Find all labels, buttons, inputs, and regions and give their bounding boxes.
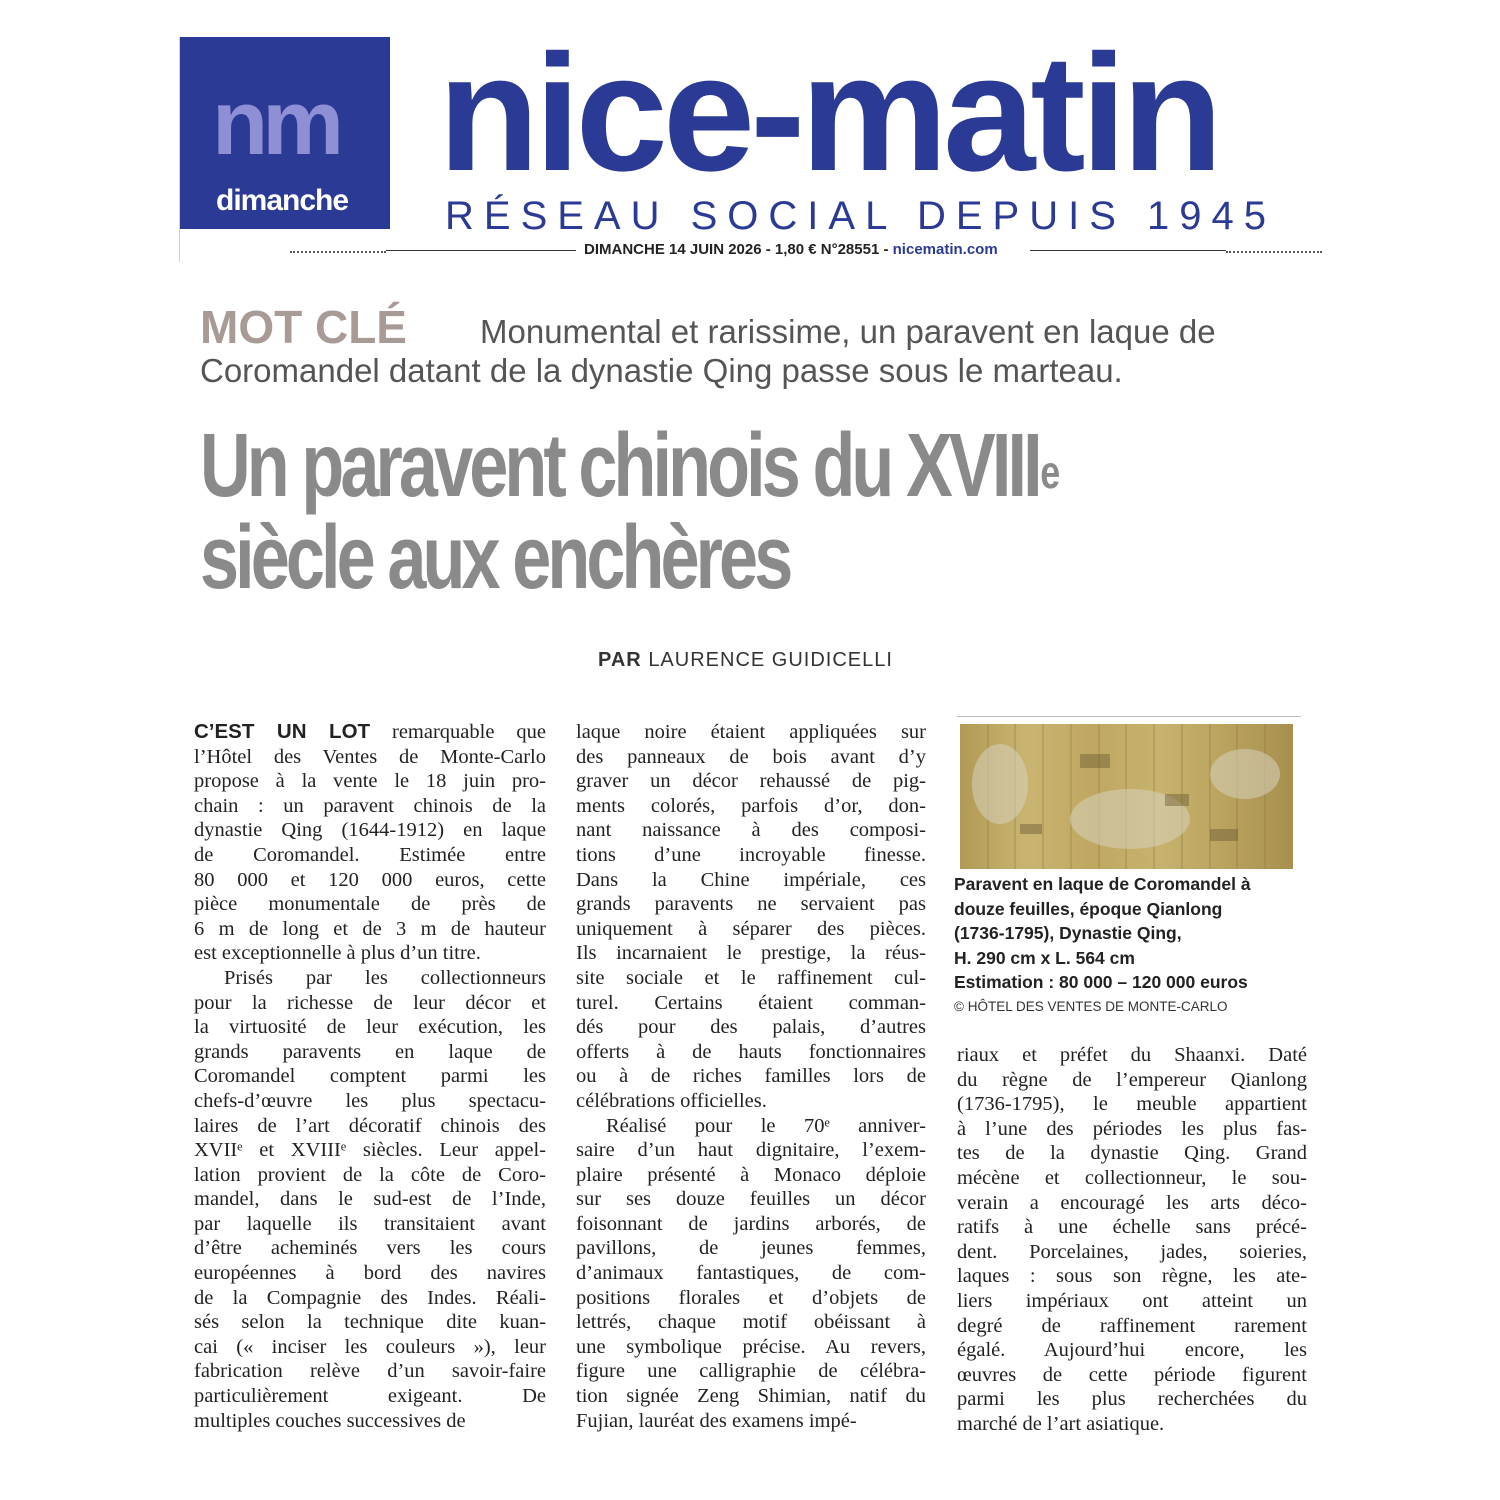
newspaper-title: nice-matin [438, 21, 1219, 206]
article-line: mandel, dans le sud-est de l’Inde, [194, 1188, 546, 1211]
article-line: saire d’un haut dignitaire, l’exem- [576, 1139, 926, 1162]
website-link[interactable]: nicematin.com [892, 241, 998, 258]
article-line: fabrication relève d’un savoir-faire [194, 1360, 546, 1383]
article-line: ments colorés, parfois d’or, don- [576, 794, 926, 817]
article-line: Réalisé pour le 70ᵉ anniver- [606, 1114, 926, 1137]
standfirst: Monumental et rarissime, un paravent en laque de Coromandel datant de la dynastie Qing passe sous le marteau. [200, 313, 1216, 389]
article-line: site sociale et le raffinement cul- [576, 966, 926, 989]
article-line: mécène et collectionneur, le sou- [957, 1166, 1307, 1189]
article-line: lation provient de la côte de Coro- [194, 1163, 546, 1186]
headline-text-1: Un paravent chinois du XVIII [200, 416, 1039, 516]
article-line: ratifs à une échelle sans précé- [957, 1216, 1307, 1239]
headline [200, 416, 1058, 608]
article-line: laque noire étaient appliquées sur [576, 721, 926, 743]
article-line: Fujian, lauréat des examens impé- [576, 1409, 857, 1432]
photo-rule [957, 716, 1301, 717]
article-line: figure une calligraphie de célébra- [576, 1360, 926, 1383]
article-line: sur ses douze feuilles un décor [576, 1188, 926, 1211]
article-line-text: remarquable que [370, 721, 546, 743]
photo-caption [954, 872, 1314, 995]
kicker: MOT CLÉ [200, 301, 407, 353]
article-line: propose à la vente le 18 juin pro- [194, 770, 546, 793]
dotted-divider-left [290, 251, 386, 253]
article-line: liers impériaux ont atteint un [957, 1289, 1307, 1312]
article-line: dent. Porcelaines, jades, soieries, [957, 1240, 1307, 1263]
article-line: Dans la Chine impériale, ces [576, 868, 926, 891]
article-line: tion signée Zeng Shimian, natif du [576, 1385, 926, 1408]
headline-line-1 [200, 416, 1058, 516]
article-line: l’Hôtel des Ventes de Monte-Carlo [194, 745, 546, 768]
headline-superscript: e [1040, 446, 1057, 498]
coromandel-screen-photo [960, 724, 1293, 869]
article-line: grands paravents en laque de [194, 1040, 546, 1063]
article-line: une symbolique précise. Au revers, [576, 1335, 926, 1358]
article-line: plaire présenté à Monaco déploie [576, 1163, 926, 1186]
article-line: chefs-d’œuvre les plus spectacu- [194, 1089, 546, 1112]
article-line: dés pour des palais, d’autres [576, 1016, 926, 1039]
article-line: est exceptionnelle à plus d’un titre. [194, 942, 481, 965]
article-line: par laquelle ils transitaient avant [194, 1212, 546, 1235]
article-line: de la Compagnie des Indes. Réali- [194, 1286, 546, 1309]
article-line: foisonnant de jardins arborés, de [576, 1212, 926, 1235]
article-line: tes de la dynastie Qing. Grand [957, 1142, 1307, 1165]
dotted-divider-right [1226, 251, 1322, 253]
article-line: pour la richesse de leur décor et [194, 991, 546, 1014]
article-line: d’animaux fantastiques, de com- [576, 1262, 926, 1285]
newspaper-tagline: RÉSEAU SOCIAL DEPUIS 1945 [445, 194, 1276, 238]
byline-author: LAURENCE GUIDICELLI [648, 649, 893, 671]
article-line: lettrés, chaque motif obéissant à [576, 1311, 926, 1334]
caption-line: douze feuilles, époque Qianlong [954, 898, 1223, 919]
logo-initials: nm [212, 72, 338, 174]
article-line: sés selon la technique dite kuan- [194, 1311, 546, 1334]
article-line: positions florales et d’objets de [576, 1286, 926, 1309]
article-line: du règne de l’empereur Qianlong [957, 1068, 1307, 1091]
article-line: 6 m de long et de 3 m de hauteur [194, 917, 546, 940]
article-line: laques : sous son règne, les ate- [957, 1265, 1307, 1288]
article-line: des panneaux de bois avant d’y [576, 745, 926, 768]
article-line: de Coromandel. Estimée entre [194, 843, 546, 866]
article-line: Prisés par les collectionneurs [224, 966, 546, 989]
rule-left [386, 250, 576, 251]
caption-line: Estimation : 80 000 – 120 000 euros [954, 972, 1248, 992]
article-line: Ils incarnaient le prestige, la réus- [576, 942, 926, 965]
byline-prefix: PAR [598, 649, 642, 671]
rule-right [1030, 250, 1226, 251]
article-line: 80 000 et 120 000 euros, cette [194, 868, 546, 891]
article-line: européennes à bord des navires [194, 1262, 546, 1285]
article-line: Coromandel comptent parmi les [194, 1065, 546, 1088]
issue-info [584, 240, 998, 260]
article-line: turel. Certains étaient comman- [576, 991, 926, 1014]
caption-line: Paravent en laque de Coromandel à [954, 874, 1251, 894]
article-line: particulièrement exigeant. De [194, 1385, 546, 1408]
article-line: la virtuosité de leur exécution, les [194, 1016, 546, 1039]
article-line: graver un décor rehaussé de pig- [576, 770, 926, 793]
article-line: grands paravents ne servaient pas [576, 893, 926, 916]
article-line: marché de l’art asiatique. [957, 1412, 1165, 1435]
article-line: offerts à de hauts fonctionnaires [576, 1040, 926, 1063]
article-line: degré de raffinement rarement [957, 1314, 1307, 1337]
article-column-1 [194, 720, 546, 1433]
article-line: d’être acheminés vers les cours [194, 1237, 546, 1260]
article-line: XVIIᵉ et XVIIIᵉ siècles. Leur appel- [194, 1139, 546, 1162]
article-line [194, 720, 546, 745]
article-line: célébrations officielles. [576, 1089, 767, 1112]
article-line: à l’une des périodes les plus fas- [957, 1117, 1307, 1140]
article-column-3 [957, 1043, 1307, 1437]
article-line: uniquement à séparer des pièces. [576, 917, 926, 940]
screen-image [960, 724, 1293, 869]
article-line: parmi les plus recherchées du [957, 1388, 1307, 1411]
article-line: riaux et préfet du Shaanxi. Daté [957, 1044, 1307, 1066]
article-line: tions d’une incroyable finesse. [576, 843, 926, 866]
photo-credit: © HÔTEL DES VENTES DE MONTE-CARLO [954, 999, 1228, 1014]
logo-edition: dimanche [216, 184, 349, 217]
issue-date-price: DIMANCHE 14 JUIN 2026 - 1,80 € N°28551 - [584, 241, 893, 258]
article-line: œuvres de cette période figurent [957, 1363, 1307, 1386]
article-line: (1736-1795), le meuble appartient [957, 1093, 1307, 1116]
nm-dimanche-logo [180, 37, 390, 229]
article-line: pavillons, de jeunes femmes, [576, 1237, 926, 1260]
caption-line: (1736-1795), Dynastie Qing, [954, 923, 1182, 943]
article-line: égalé. Aujourd’hui encore, les [957, 1339, 1307, 1362]
article-line: nant naissance à des composi- [576, 819, 926, 842]
article-line: ou à de riches familles lors de [576, 1065, 926, 1088]
article-line: laires de l’art décoratif chinois des [194, 1114, 546, 1137]
article-line: dynastie Qing (1644-1912) en laque [194, 819, 546, 842]
article-line: chain : un paravent chinois de la [194, 794, 546, 817]
caption-line: H. 290 cm x L. 564 cm [954, 947, 1135, 968]
headline-line-2: siècle aux enchères [200, 508, 790, 608]
article-line: cai (« inciser les couleurs »), leur [194, 1335, 546, 1358]
article-line: pièce monumentale de près de [194, 893, 546, 916]
article-line: multiples couches successives de [194, 1409, 466, 1432]
article-line: verain a encouragé les arts déco- [957, 1191, 1307, 1214]
article-column-2 [576, 720, 926, 1433]
byline [598, 648, 893, 672]
lead-in: C’EST UN LOT [194, 720, 371, 743]
